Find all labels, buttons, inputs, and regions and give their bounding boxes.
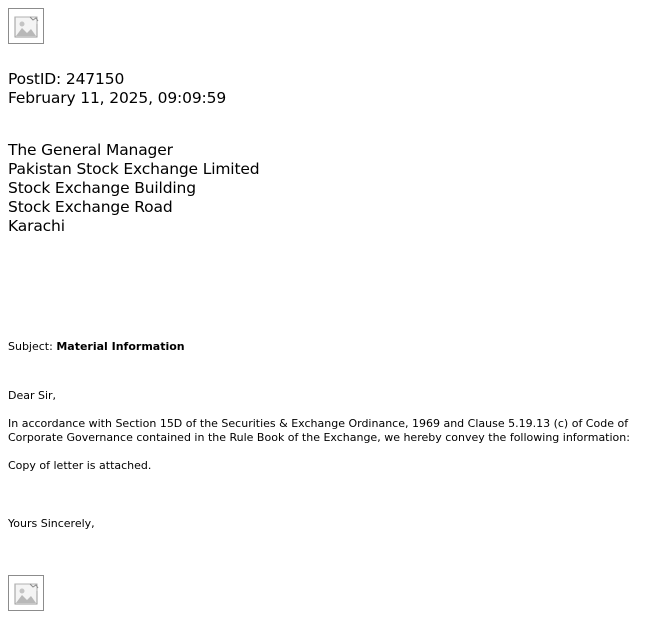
addressee-company: Pakistan Stock Exchange Limited	[8, 160, 260, 178]
addressee-city: Karachi	[8, 217, 65, 235]
closing: Yours Sincerely,	[8, 517, 95, 530]
subject-line	[8, 340, 185, 354]
addressee-road: Stock Exchange Road	[8, 198, 173, 216]
broken-image-icon	[14, 14, 40, 40]
header-logo-placeholder	[8, 8, 44, 44]
signature-image-placeholder	[8, 575, 44, 611]
body-paragraph-line-2: Corporate Governance contained in the Rule Book of the Exchange, we hereby convey the following information:	[8, 431, 630, 444]
attachment-note: Copy of letter is attached.	[8, 459, 152, 472]
addressee-building: Stock Exchange Building	[8, 179, 196, 197]
body-paragraph-line-1: In accordance with Section 15D of the Securities & Exchange Ordinance, 1969 and Clause 5.19.13 (c) of Code of	[8, 417, 629, 430]
subject-label: Subject:	[8, 340, 57, 353]
broken-image-icon	[14, 581, 40, 607]
addressee-title: The General Manager	[8, 141, 173, 159]
subject-value: Material Information	[56, 340, 185, 353]
post-timestamp: February 11, 2025, 09:09:59	[8, 89, 227, 107]
post-id: PostID: 247150	[8, 70, 125, 88]
salutation: Dear Sir,	[8, 389, 57, 402]
